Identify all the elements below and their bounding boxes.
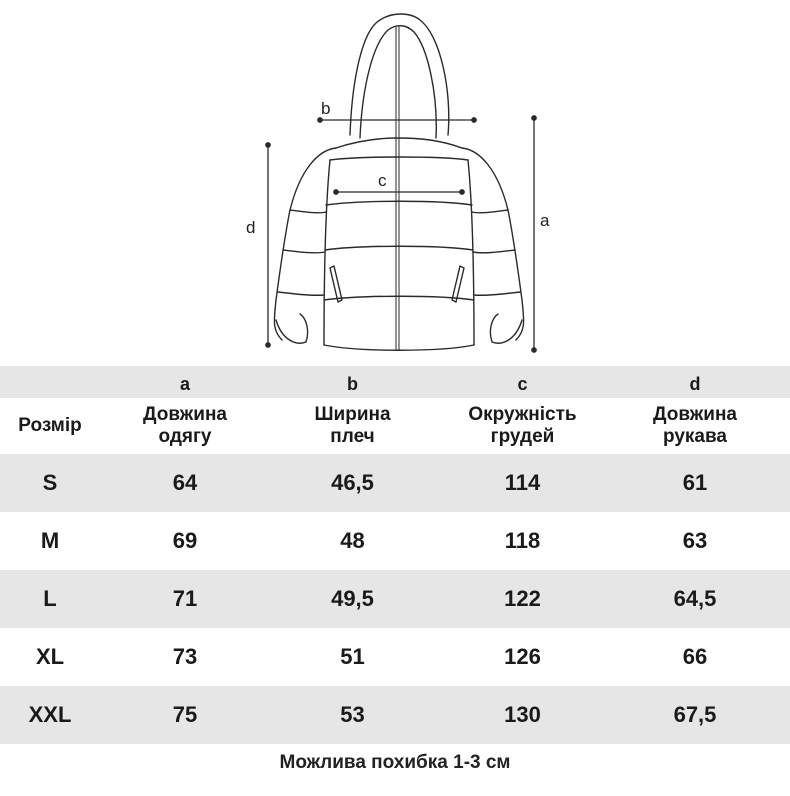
value-cell: 71 xyxy=(172,586,198,611)
header-letter: d xyxy=(689,373,701,394)
header-letter: c xyxy=(517,373,528,394)
label-a: a xyxy=(540,211,550,230)
value-cell: 114 xyxy=(504,470,541,495)
size-cell: M xyxy=(40,528,60,553)
header-letter: b xyxy=(347,373,358,394)
size-cell: XL xyxy=(35,644,65,669)
header-shoulders: Ширина плеч xyxy=(314,404,391,447)
value-cell: 122 xyxy=(504,586,541,611)
jacket-illustration xyxy=(0,0,790,366)
value-cell: 73 xyxy=(172,644,198,669)
value-cell: 49,5 xyxy=(331,586,374,611)
value-cell: 75 xyxy=(172,702,198,727)
table-row xyxy=(0,686,790,744)
value-cell: 64 xyxy=(172,470,198,495)
size-cell: L xyxy=(43,586,57,611)
value-cell: 61 xyxy=(682,470,708,495)
value-cell: 53 xyxy=(340,702,365,727)
header-letter: a xyxy=(179,373,190,394)
header-letter xyxy=(0,380,100,384)
jacket-diagram xyxy=(0,0,790,366)
table-row xyxy=(0,454,790,512)
header-length: Довжина одягу xyxy=(143,404,227,447)
value-cell: 51 xyxy=(340,644,365,669)
value-cell: 48 xyxy=(340,528,365,553)
table-row xyxy=(0,512,790,570)
table-row xyxy=(0,628,790,686)
value-cell: 64,5 xyxy=(673,586,717,611)
header-size: Розмір xyxy=(18,415,82,436)
label-c: c xyxy=(378,171,387,190)
header-chest: Окружність грудей xyxy=(468,404,577,447)
header-sleeve: Довжина рукава xyxy=(653,404,737,447)
value-cell: 63 xyxy=(682,528,708,553)
header-letters-row xyxy=(0,366,790,398)
size-cell: S xyxy=(42,470,58,495)
value-cell: 46,5 xyxy=(331,470,374,495)
tolerance-note: Можлива похибка 1-3 см xyxy=(279,752,511,773)
value-cell: 69 xyxy=(172,528,198,553)
size-cell: XXL xyxy=(28,702,72,727)
size-table xyxy=(0,366,790,744)
value-cell: 126 xyxy=(504,644,541,669)
value-cell: 130 xyxy=(504,702,541,727)
label-d: d xyxy=(246,218,256,237)
value-cell: 66 xyxy=(682,644,708,669)
label-b: b xyxy=(321,99,331,118)
value-cell: 118 xyxy=(504,528,541,553)
value-cell: 67,5 xyxy=(673,702,717,727)
header-row xyxy=(0,398,790,454)
table-row xyxy=(0,570,790,628)
